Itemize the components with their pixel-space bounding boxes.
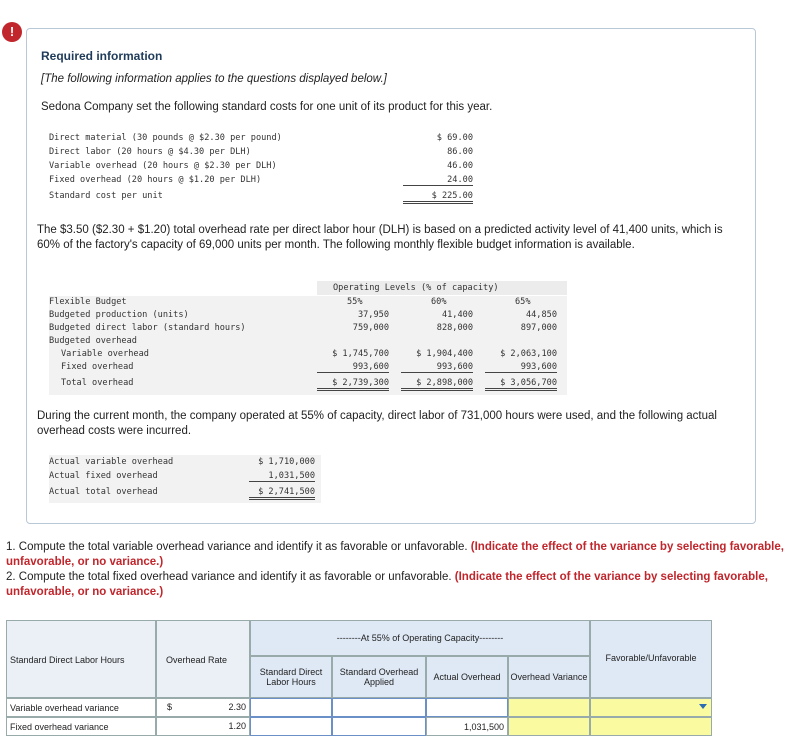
capacity-header: --------At 55% of Operating Capacity--------: [250, 620, 590, 656]
variance-output: [508, 717, 590, 736]
budgeted-overhead-label: Budgeted overhead: [49, 336, 137, 346]
std-cost-total-label: Standard cost per unit: [49, 191, 163, 201]
flex-value: $ 3,056,700: [485, 378, 557, 391]
answer-table: [6, 620, 712, 736]
actual-label: Actual variable overhead: [49, 457, 174, 467]
variance-output: [508, 698, 590, 717]
required-information-panel: [26, 28, 756, 524]
flex-value: 41,400: [441, 310, 473, 320]
row-label: Variable overhead variance: [6, 698, 156, 717]
flex-value: 993,600: [401, 362, 473, 373]
operating-levels-header: Operating Levels (% of capacity): [333, 283, 499, 293]
applied-input[interactable]: [332, 717, 426, 736]
flex-value: 759,000: [352, 323, 389, 333]
actual-value: $ 1,710,000: [258, 457, 315, 467]
std-cost-label: Direct labor (20 hours @ $4.30 per DLH): [49, 147, 251, 157]
flex-value: 993,600: [317, 362, 389, 373]
actual-value: $ 2,741,500: [249, 487, 315, 500]
fixed-overhead-label: Fixed overhead: [61, 362, 134, 372]
row-label: Fixed overhead variance: [6, 717, 156, 736]
variable-overhead-label: Variable overhead: [61, 349, 149, 359]
flex-value: 37,950: [357, 310, 389, 320]
level-header: 60%: [431, 297, 447, 307]
fav-unfav-dropdown[interactable]: [590, 717, 712, 736]
flex-row-label: Budgeted direct labor (standard hours): [49, 323, 246, 333]
col-actual-header: Actual Overhead: [426, 656, 508, 698]
questions: [6, 540, 796, 600]
level-header: 55%: [347, 297, 363, 307]
flex-value: $ 1,745,700: [332, 349, 389, 359]
flex-value: $ 2,063,100: [500, 349, 557, 359]
intro-text: Sedona Company set the following standard costs for one unit of its product for this year.: [41, 101, 493, 113]
std-cost-label: Direct material (30 pounds @ $2.30 per pound): [49, 133, 282, 143]
std-cost-value: 46.00: [447, 161, 473, 171]
question-2: 2. Compute the total fixed overhead variance and identify it as favorable or unfavorable.: [6, 571, 452, 583]
std-cost-label: Fixed overhead (20 hours @ $1.20 per DLH): [49, 175, 262, 185]
flex-row-label: Budgeted production (units): [49, 310, 189, 320]
flexible-budget-title: Flexible Budget: [49, 297, 127, 307]
dropdown-arrow-icon: [699, 704, 707, 709]
std-hours-input[interactable]: [250, 698, 332, 717]
exclamation-icon: !: [2, 22, 22, 42]
std-cost-value: $ 69.00: [436, 133, 473, 143]
overhead-rate-paragraph: The $3.50 ($2.30 + $1.20) total overhead rate per direct labor hour (DLH) is based on a predicted activity level of 41,400 units, which is 60% of the factory's capacity of 69,000 units per month. The following monthly flexible budget information is available.: [37, 224, 723, 251]
flex-value: $ 2,898,000: [401, 378, 473, 391]
std-cost-total-value: $ 225.00: [403, 191, 473, 204]
actual-label: Actual fixed overhead: [49, 471, 158, 481]
flex-value: 44,850: [525, 310, 557, 320]
col-rate-header: Overhead Rate: [166, 655, 228, 665]
col-variance-header: Overhead Variance: [508, 656, 590, 698]
required-info-subtitle: [The following information applies to the questions displayed below.]: [41, 73, 387, 85]
std-cost-value: 86.00: [447, 147, 473, 157]
flex-value: 897,000: [520, 323, 557, 333]
overhead-rate: 1.20: [228, 721, 246, 731]
std-cost-value: 24.00: [403, 175, 473, 186]
question-2-note: (Indicate the effect of the variance by selecting favorable, unfavorable, or no variance.): [6, 571, 768, 598]
required-info-title: Required information: [41, 49, 163, 63]
flex-value: $ 2,739,300: [317, 378, 389, 391]
col-fav-header: Favorable/Unfavorable: [590, 620, 712, 698]
currency-symbol: $: [167, 702, 173, 712]
col-std-dlh-header: Standard Direct Labor Hours: [10, 655, 125, 665]
actual-label: Actual total overhead: [49, 487, 158, 497]
std-hours-input[interactable]: [250, 717, 332, 736]
fav-unfav-dropdown[interactable]: [590, 698, 712, 717]
question-1-note: (Indicate the effect of the variance by selecting favorable, unfavorable, or no variance.): [6, 541, 784, 568]
actual-operations-paragraph: During the current month, the company operated at 55% of capacity, direct labor of 731,000 hours were used, and the following actual overhead costs were incurred.: [37, 410, 717, 437]
flex-value: 828,000: [436, 323, 473, 333]
question-1: 1. Compute the total variable overhead variance and identify it as favorable or unfavorable.: [6, 541, 468, 553]
actual-input[interactable]: [426, 698, 508, 717]
std-cost-label: Variable overhead (20 hours @ $2.30 per DLH): [49, 161, 277, 171]
flex-value: $ 1,904,400: [416, 349, 473, 359]
flex-value: 993,600: [485, 362, 557, 373]
actual-value: 1,031,500: [249, 471, 315, 482]
col-applied-header: Standard Overhead Applied: [332, 656, 426, 698]
total-overhead-label: Total overhead: [61, 378, 134, 388]
col-std-hours-header: Standard Direct Labor Hours: [250, 656, 332, 698]
applied-input[interactable]: [332, 698, 426, 717]
overhead-rate: 2.30: [228, 702, 246, 712]
actual-overhead-value: 1,031,500: [426, 717, 508, 736]
level-header: 65%: [515, 297, 531, 307]
